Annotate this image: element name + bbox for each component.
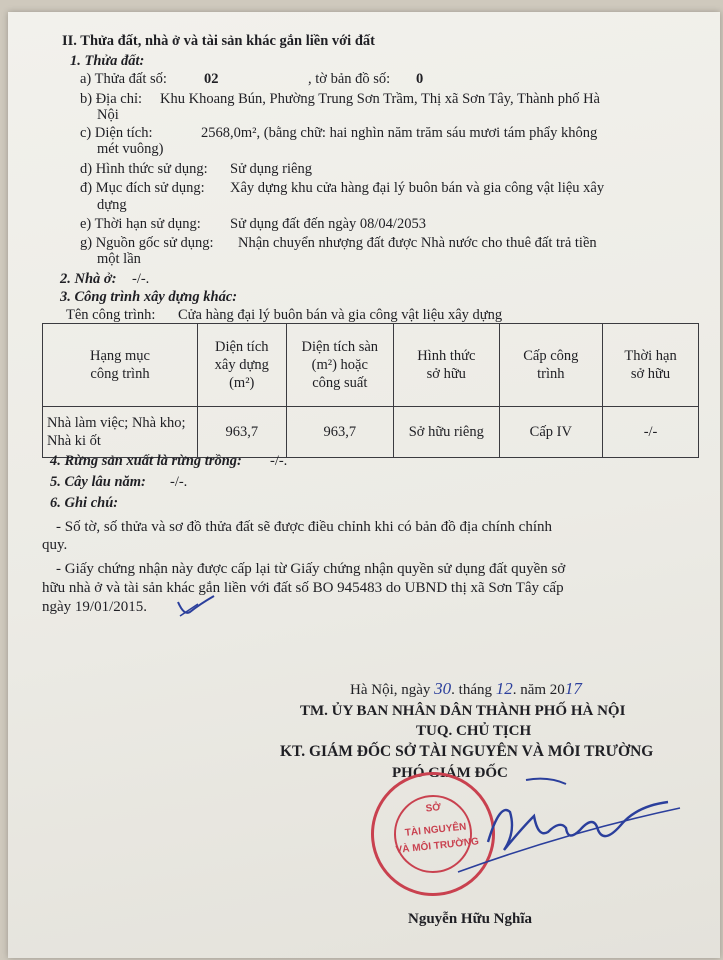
table-cell: 963,7 <box>286 407 394 458</box>
usage-origin-label: g) Nguồn gốc sử dụng: <box>80 235 214 251</box>
construction-heading: 3. Công trình xây dựng khác: <box>60 289 238 305</box>
area-line2: mét vuông) <box>97 141 164 157</box>
land-heading: 1. Thửa đất: <box>70 53 145 69</box>
house-heading: 2. Nhà ở: <box>60 271 117 287</box>
notes-heading: 6. Ghi chú: <box>50 495 119 511</box>
table-cell: Sở hữu riêng <box>394 407 500 458</box>
usage-form-value: Sử dụng riêng <box>230 161 312 177</box>
usage-purpose-line1: Xây dựng khu cửa hàng đại lý buôn bán và gia công vật liệu xây <box>230 180 605 196</box>
note2-line3: ngày 19/01/2015. <box>42 599 147 615</box>
forest-value: -/-. <box>270 453 288 469</box>
usage-term-label: e) Thời hạn sử dụng: <box>80 216 201 232</box>
signature-line1: TM. ỦY BAN NHÂN DÂN THÀNH PHỐ HÀ NỘI <box>300 703 626 719</box>
table-header-cell: Hạng mục công trình <box>43 324 198 407</box>
table-row <box>43 407 699 458</box>
map-sheet-value: 0 <box>416 71 424 87</box>
handwritten-signature-icon <box>448 772 688 892</box>
perennial-value: -/-. <box>170 474 188 490</box>
date-line: Hà Nội, ngày 30. tháng 12. năm 2017 <box>350 679 582 698</box>
address-line1: Khu Khoang Bún, Phường Trung Sơn Trầm, Thị xã Sơn Tây, Thành phố Hà <box>160 91 600 107</box>
table-header-row <box>43 324 699 407</box>
construction-name-label: Tên công trình: <box>66 307 156 323</box>
parcel-number-value: 02 <box>204 71 219 87</box>
note1-line2: quy. <box>42 537 68 553</box>
parcel-number-label: a) Thửa đất số: <box>80 71 167 87</box>
signer-name: Nguyễn Hữu Nghĩa <box>408 911 533 927</box>
note2-line2: hữu nhà ở và tài sản khác gắn liền với đất số BO 945483 do UBND thị xã Sơn Tây cấp <box>42 580 564 596</box>
seal-text-mid2: VÀ MÔI TRƯỜNG <box>395 836 480 856</box>
perennial-heading: 5. Cây lâu năm: <box>50 474 146 490</box>
forest-heading: 4. Rừng sản xuất là rừng trồng: <box>50 453 242 469</box>
table-header-cell: Diện tích sàn (m²) hoặc công suất <box>286 324 394 407</box>
section-title: II. Thửa đất, nhà ở và tài sản khác gắn liền với đất <box>62 33 375 49</box>
usage-origin-line2: một lần <box>97 251 141 267</box>
pen-checkmark-icon <box>174 594 222 622</box>
table-cell: 963,7 <box>197 407 286 458</box>
table-header-cell: Diện tích xây dựng (m²) <box>197 324 286 407</box>
seal-text-top: SỞ <box>425 802 442 815</box>
usage-term-value: Sử dụng đất đến ngày 08/04/2053 <box>230 216 426 232</box>
house-value: -/-. <box>132 271 150 287</box>
usage-origin-line1: Nhận chuyển nhượng đất được Nhà nước cho thuê đất trả tiền <box>238 235 597 251</box>
construction-table <box>42 323 699 458</box>
certificate-page <box>8 12 720 958</box>
usage-purpose-line2: dựng <box>97 197 127 213</box>
map-sheet-label: , tờ bản đồ số: <box>308 71 391 87</box>
signature-line3: KT. GIÁM ĐỐC SỞ TÀI NGUYÊN VÀ MÔI TRƯỜNG <box>280 743 654 760</box>
construction-name-value: Cửa hàng đại lý buôn bán và gia công vật liệu xây dựng <box>178 307 503 323</box>
seal-text-mid1: TÀI NGUYÊN <box>404 821 467 839</box>
date-day: 30 <box>434 679 452 698</box>
signature-line2: TUQ. CHỦ TỊCH <box>416 723 532 739</box>
note1-line1: - Số tờ, số thửa và sơ đồ thửa đất sẽ được điều chỉnh khi có bản đồ địa chính chính <box>56 519 553 535</box>
note2-line1: - Giấy chứng nhận này được cấp lại từ Giấy chứng nhận quyền sử dụng đất quyền sở <box>56 561 566 577</box>
date-month: 12 <box>495 679 513 698</box>
date-year: 17 <box>564 679 582 698</box>
signature-line4: PHÓ GIÁM ĐỐC <box>392 765 508 781</box>
table-cell: Cấp IV <box>499 407 603 458</box>
address-line2: Nội <box>97 107 119 123</box>
table-header-cell: Hình thức sở hữu <box>394 324 500 407</box>
area-line1: 2568,0m², (bằng chữ: hai nghìn năm trăm sáu mươi tám phẩy không <box>201 125 598 141</box>
table-header-cell: Cấp công trình <box>499 324 603 407</box>
address-label: b) Địa chỉ: <box>80 91 143 107</box>
area-label: c) Diện tích: <box>80 125 153 141</box>
table-header-cell: Thời hạn sở hữu <box>603 324 699 407</box>
usage-form-label: d) Hình thức sử dụng: <box>80 161 208 177</box>
table-cell: Nhà làm việc; Nhà kho; Nhà ki ốt <box>43 407 198 458</box>
table-cell: -/- <box>603 407 699 458</box>
usage-purpose-label: đ) Mục đích sử dụng: <box>80 180 205 196</box>
